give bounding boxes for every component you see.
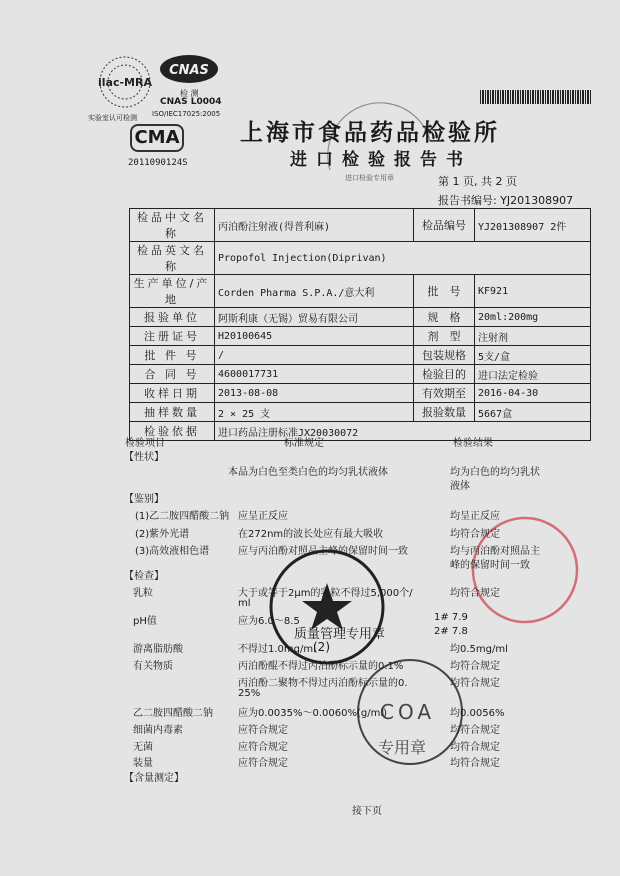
result-item: (1)乙二胺四醋酸二钠 bbox=[135, 511, 230, 522]
table-cell: 规 格 bbox=[413, 308, 474, 327]
section-tests: 【检查】 bbox=[124, 571, 164, 582]
table-cell: 批 号 bbox=[413, 275, 474, 308]
coa-stamp-subtext: 专用章 bbox=[378, 738, 427, 757]
result-standard: 应呈正反应 bbox=[238, 511, 288, 522]
result-standard: 丙泊酚醌不得过丙泊酚标示量的0.1% bbox=[238, 661, 404, 672]
result-item: pH值 bbox=[133, 616, 157, 627]
institute-title: 上海市食品药品检验所 bbox=[240, 120, 500, 146]
ilac-logo-icon bbox=[95, 52, 155, 112]
result-value: 均符合规定 bbox=[450, 529, 500, 540]
table-cell: 阿斯利康（无锡）贸易有限公司 bbox=[215, 308, 414, 327]
result-item: 细菌内毒素 bbox=[133, 725, 183, 736]
table-cell: 报验单位 bbox=[130, 308, 215, 327]
table-cell: 剂 型 bbox=[413, 327, 474, 346]
result-standard-cont: ml bbox=[238, 598, 251, 609]
result-value: 均符合规定 bbox=[450, 742, 500, 753]
table-row bbox=[130, 275, 591, 308]
inspection-stamp-text: 进口检验专用章 bbox=[345, 174, 394, 182]
result-value: 均符合规定 bbox=[450, 661, 500, 672]
table-cell: 2016-04-30 bbox=[474, 384, 590, 403]
result-value: 均符合规定 bbox=[450, 758, 500, 769]
result-standard: 在272nm的波长处应有最大吸收 bbox=[238, 529, 384, 540]
table-cell: 检品英文名称 bbox=[130, 242, 215, 275]
table-cell: Propofol Injection(Diprivan) bbox=[215, 242, 591, 275]
svg-text:ilac-MRA: ilac-MRA bbox=[98, 76, 152, 89]
table-row bbox=[130, 242, 591, 275]
table-cell: 生产单位/产地 bbox=[130, 275, 215, 308]
table-cell: 20ml:200mg bbox=[474, 308, 590, 327]
table-row bbox=[130, 403, 591, 422]
result-standard: 应符合规定 bbox=[238, 725, 288, 736]
table-cell: / bbox=[215, 346, 414, 365]
table-cell: Corden Pharma S.P.A./意大利 bbox=[215, 275, 414, 308]
table-cell: 包装规格 bbox=[413, 346, 474, 365]
result-value: 均与丙泊酚对照品主 bbox=[450, 546, 540, 557]
cma-logo: CMA bbox=[130, 124, 184, 152]
table-cell: 进口药品注册标准JX20030072 bbox=[215, 422, 591, 441]
table-cell: 4600017731 bbox=[215, 365, 414, 384]
result-value: 均呈正反应 bbox=[450, 511, 500, 522]
cnas-caption: 检 测 bbox=[180, 89, 199, 98]
result-value-cont: 液体 bbox=[450, 481, 470, 492]
header-item: 检验项目 bbox=[125, 438, 165, 449]
table-cell: H20100645 bbox=[215, 327, 414, 346]
table-cell: 有效期至 bbox=[413, 384, 474, 403]
cma-number: 2011090124S bbox=[128, 158, 188, 168]
result-item: 乙二胺四醋酸二钠 bbox=[133, 708, 213, 719]
table-cell: 收样日期 bbox=[130, 384, 215, 403]
section-assay: 【含量测定】 bbox=[124, 773, 184, 784]
result-value: 均0.5mg/ml bbox=[450, 644, 508, 655]
table-row bbox=[130, 422, 591, 441]
table-cell: 批 件 号 bbox=[130, 346, 215, 365]
table-cell: 检品中文名称 bbox=[130, 209, 215, 242]
quality-stamp-text: 质量管理专用章 bbox=[294, 627, 386, 642]
result-item: (2)紫外光谱 bbox=[135, 529, 190, 540]
quality-stamp-number: (2) bbox=[313, 640, 330, 654]
table-cell: 报验数量 bbox=[413, 403, 474, 422]
table-cell: 抽样数量 bbox=[130, 403, 215, 422]
ilac-caption: 实验室认可检测 bbox=[88, 114, 137, 122]
result-standard: 应为6.0～8.5 bbox=[238, 616, 300, 627]
result-standard: 应为0.0035%～0.0060%(g/ml) bbox=[238, 708, 388, 719]
result-value: 均0.0056% bbox=[450, 708, 505, 719]
section-appearance: 【性状】 bbox=[124, 452, 164, 463]
result-standard: 应与丙泊酚对照品主峰的保留时间一致 bbox=[238, 546, 408, 557]
table-cell: KF921 bbox=[474, 275, 590, 308]
table-cell: 2 × 25 支 bbox=[215, 403, 414, 422]
table-cell: 注射剂 bbox=[474, 327, 590, 346]
result-standard: 大于或等于2μm的乳粒不得过5,000个/ bbox=[238, 588, 413, 599]
table-cell: 检验依据 bbox=[130, 422, 215, 441]
table-row bbox=[130, 346, 591, 365]
table-row bbox=[130, 365, 591, 384]
table-row bbox=[130, 384, 591, 403]
result-value: 均符合规定 bbox=[450, 678, 500, 689]
sample-info-table bbox=[129, 208, 591, 441]
result-standard: 丙泊酚二聚物不得过丙泊酚标示量的0. bbox=[238, 678, 408, 689]
table-cell: 合 同 号 bbox=[130, 365, 215, 384]
svg-text:CNAS: CNAS bbox=[169, 63, 209, 78]
section-identification: 【鉴别】 bbox=[124, 494, 164, 505]
table-cell: 注册证号 bbox=[130, 327, 215, 346]
header-result: 检验结果 bbox=[453, 438, 493, 449]
table-cell: 5667盒 bbox=[474, 403, 590, 422]
result-item: 无菌 bbox=[133, 742, 153, 753]
result-value: 均符合规定 bbox=[450, 588, 500, 599]
report-number: 报告书编号: YJ201308907 bbox=[438, 194, 574, 207]
result-value: 均为白色的均匀乳状 bbox=[450, 467, 540, 478]
page-info: 第 1 页, 共 2 页 bbox=[438, 175, 517, 188]
table-row bbox=[130, 308, 591, 327]
table-cell: 检验目的 bbox=[413, 365, 474, 384]
result-value: 均符合规定 bbox=[450, 725, 500, 736]
cnas-number: CNAS L0004 bbox=[160, 97, 222, 107]
coa-stamp-text: COA bbox=[380, 700, 436, 724]
result-standard-cont: 25% bbox=[238, 688, 261, 699]
table-cell: 5支/盒 bbox=[474, 346, 590, 365]
result-item: 有关物质 bbox=[133, 661, 173, 672]
table-row bbox=[130, 327, 591, 346]
header-standard: 标准规定 bbox=[284, 438, 324, 449]
barcode bbox=[480, 90, 592, 104]
table-cell: 检品编号 bbox=[413, 209, 474, 242]
result-value-cont: 2# 7.8 bbox=[434, 626, 468, 637]
result-item: 乳粒 bbox=[133, 588, 153, 599]
table-cell: YJ201308907 2件 bbox=[474, 209, 590, 242]
report-subtitle: 进口检验报告书 bbox=[290, 150, 472, 170]
cnas-logo-icon bbox=[158, 52, 220, 86]
result-standard: 本品为白色至类白色的均匀乳状液体 bbox=[228, 467, 388, 478]
result-standard: 不得过1.0mg/ml bbox=[238, 644, 316, 655]
result-standard: 应符合规定 bbox=[238, 758, 288, 769]
table-cell: 丙泊酚注射液(得普利麻) bbox=[215, 209, 414, 242]
table-cell: 进口法定检验 bbox=[474, 365, 590, 384]
result-item: 游离脂肪酸 bbox=[133, 644, 183, 655]
table-row bbox=[130, 209, 591, 242]
cnas-standard: ISO/IEC17025:2005 bbox=[152, 110, 221, 118]
result-value: 1# 7.9 bbox=[434, 612, 468, 623]
continued-next-page: 接下页 bbox=[352, 806, 382, 817]
result-item: (3)高效液相色谱 bbox=[135, 546, 210, 557]
result-value-cont: 峰的保留时间一致 bbox=[450, 560, 530, 571]
table-cell: 2013-08-08 bbox=[215, 384, 414, 403]
result-item: 装量 bbox=[133, 758, 153, 769]
result-standard: 应符合规定 bbox=[238, 742, 288, 753]
